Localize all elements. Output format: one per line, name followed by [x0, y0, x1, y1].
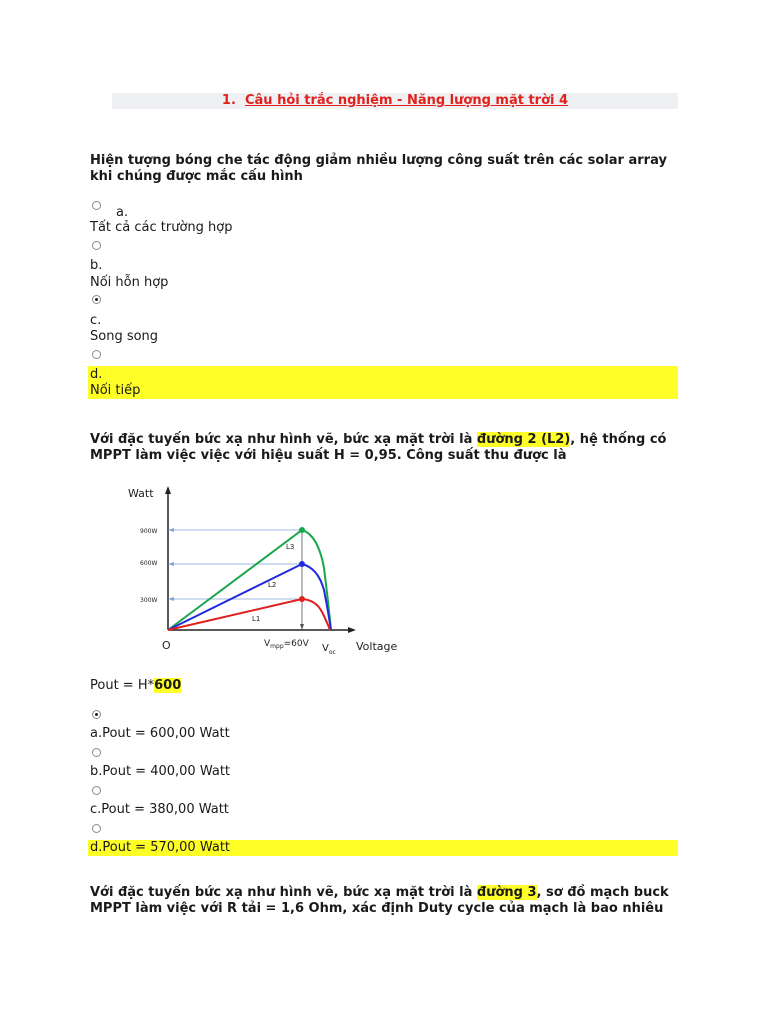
- x-axis-label: Voltage: [356, 640, 398, 653]
- q1-option-a-radio[interactable]: [92, 201, 101, 210]
- y-tick-600: 600W: [140, 560, 158, 567]
- curve-label-l1: L1: [252, 615, 261, 623]
- q1-option-b-text: Nối hỗn hợp: [90, 275, 169, 290]
- q2-option-b-radio[interactable]: [92, 748, 101, 757]
- iv-chart: [118, 480, 408, 665]
- q2-text-before: Với đặc tuyến bức xạ như hình vẽ, bức xạ mặt trời là: [90, 432, 477, 447]
- q2-formula: [90, 678, 181, 694]
- q1-option-d-letter: d.: [90, 367, 103, 382]
- mpp-point-l3: [299, 527, 305, 533]
- mpp-point-l1: [299, 596, 305, 602]
- voc-symbol: V: [322, 643, 329, 654]
- q1-option-a-text: Tất cả các trường hợp: [90, 220, 233, 235]
- q2-option-b-text: b.Pout = 400,00 Watt: [90, 764, 231, 779]
- q1-option-c-letter: c.: [90, 313, 102, 328]
- q1-option-b-letter: b.: [90, 258, 103, 273]
- title-number: 1.: [221, 93, 236, 108]
- q2-option-a-text: a.Pout = 600,00 Watt: [90, 726, 230, 741]
- vmpp-subscript: mpp: [270, 643, 284, 650]
- q1-option-c-radio[interactable]: [92, 295, 101, 304]
- q2-option-c-radio[interactable]: [92, 786, 101, 795]
- curve-label-l2: L2: [268, 581, 277, 589]
- y-tick-900: 900W: [140, 528, 158, 535]
- q1-option-d-radio[interactable]: [92, 350, 101, 359]
- question-2-text: [90, 432, 690, 464]
- y-axis-label: Watt: [128, 487, 154, 500]
- vmpp-value: =60V: [283, 639, 309, 649]
- q2-formula-value: 600: [154, 678, 182, 693]
- q2-option-d-radio[interactable]: [92, 824, 101, 833]
- curve-label-l3: L3: [286, 543, 295, 551]
- y-tick-300: 300W: [140, 597, 158, 604]
- origin-label: O: [162, 639, 171, 652]
- voc-subscript: oc: [328, 649, 336, 656]
- q2-option-d-text: d.Pout = 570,00 Watt: [90, 840, 231, 855]
- q1-option-a-letter: a.: [116, 205, 129, 220]
- q3-text-before: Với đặc tuyến bức xạ như hình vẽ, bức xạ mặt trời là: [90, 885, 477, 900]
- vmpp-symbol: V: [264, 639, 271, 649]
- q3-highlight: đường 3: [476, 885, 537, 900]
- question-3-text: [90, 885, 690, 917]
- title-text: Câu hỏi trắc nghiệm - Năng lượng mặt trời 4: [244, 93, 569, 108]
- document-title: [112, 93, 678, 109]
- q1-option-c-text: Song song: [90, 329, 159, 344]
- q2-option-c-text: c.Pout = 380,00 Watt: [90, 802, 229, 817]
- question-1-text: Hiện tượng bóng che tác động giảm nhiều lượng công suất trên các solar array khi chúng được mắc cấu hình: [90, 153, 667, 184]
- q2-option-a-radio[interactable]: [92, 710, 101, 719]
- q2-formula-prefix: Pout = H*: [90, 678, 155, 693]
- q3-text-after: , sơ đồ mạch buck MPPT làm việc với R tải = 1,6 Ohm, xác định Duty cycle của mạch là bao nhiêu: [90, 885, 669, 916]
- q1-option-d-text: Nối tiếp: [90, 383, 141, 398]
- q1-option-b-radio[interactable]: [92, 241, 101, 250]
- mpp-point-l2: [299, 561, 305, 567]
- q2-highlight: đường 2 (L2): [476, 432, 571, 447]
- q2-text-after: , hệ thống có MPPT làm việc việc với hiệu suất H = 0,95. Công suất thu được là: [90, 432, 667, 463]
- q1-answer-highlight: [88, 366, 678, 399]
